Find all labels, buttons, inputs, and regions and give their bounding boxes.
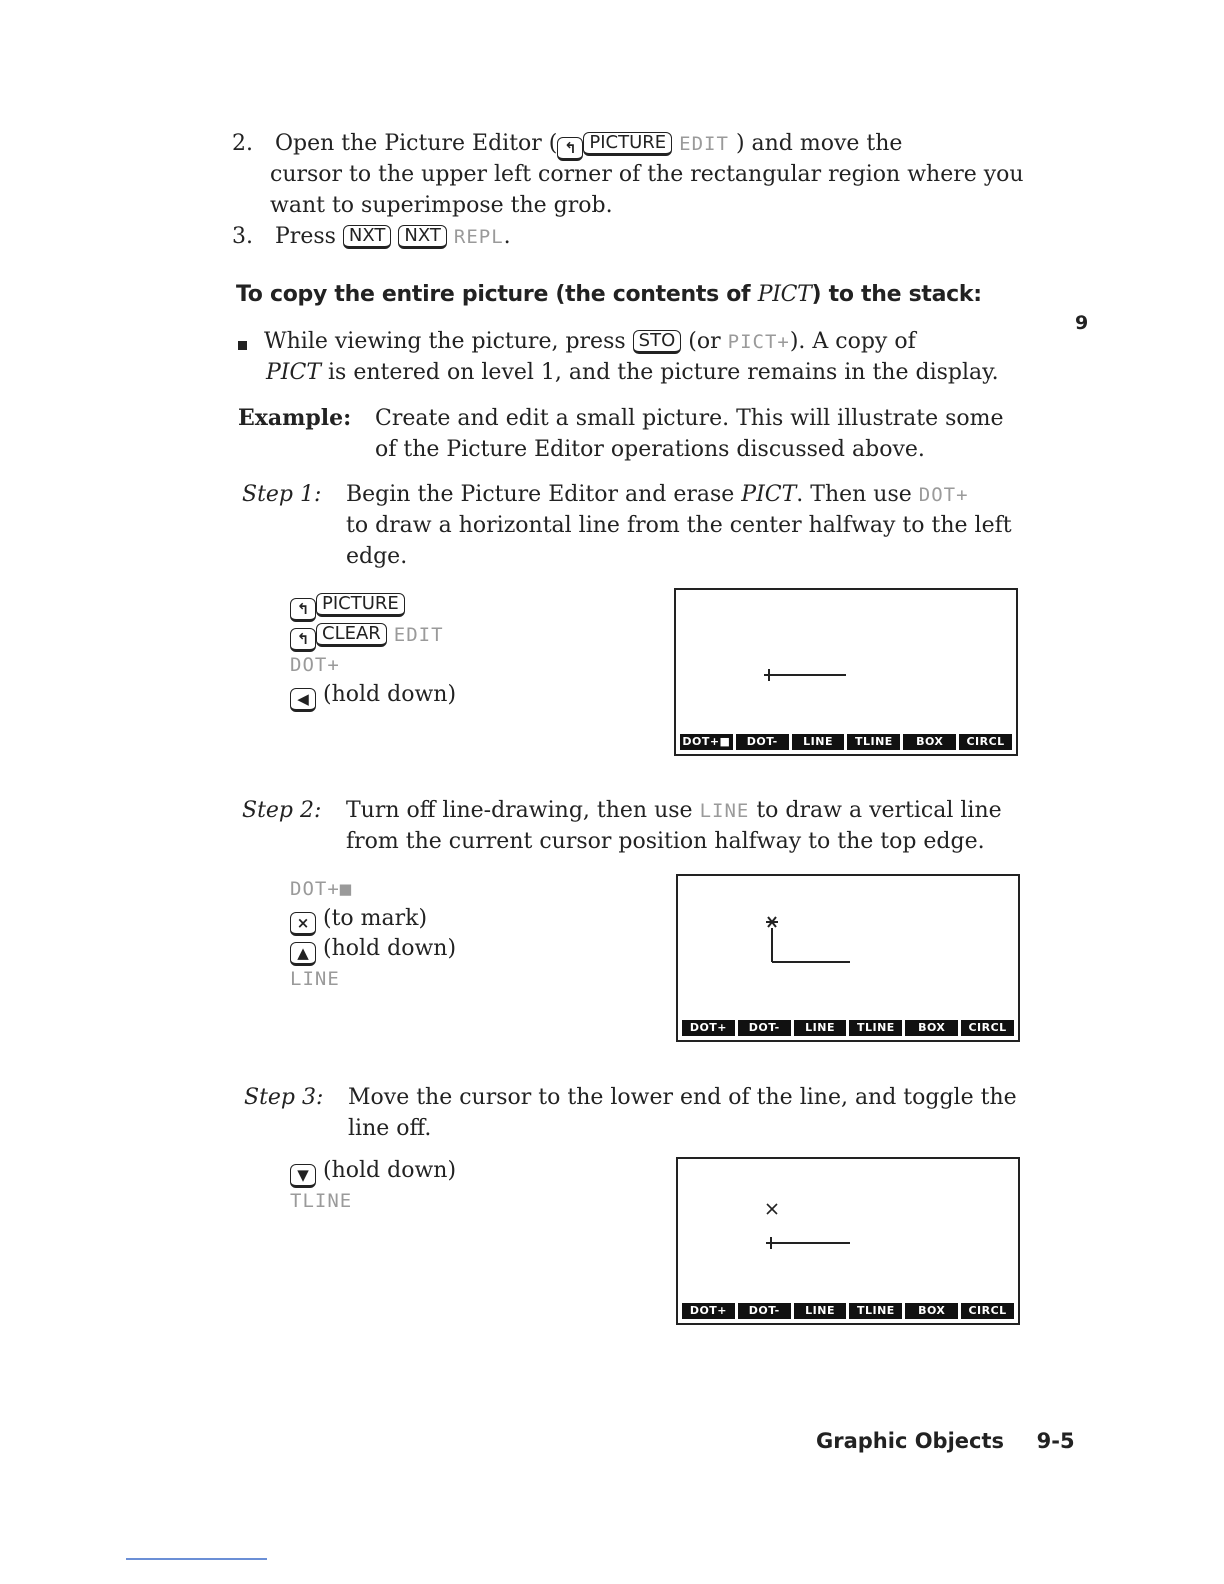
nxt-key[interactable]: NXT (343, 225, 391, 249)
softkey[interactable]: TLINE (849, 1020, 902, 1036)
dot-plus-menu-key[interactable]: DOT+ (918, 484, 969, 506)
screen-2-softkeys (682, 1020, 1014, 1036)
clear-key[interactable]: CLEAR (316, 623, 387, 647)
item-2-line1: 2. Open the Picture Editor ( ↰ PICTURE EDIT ) and move the (232, 128, 902, 161)
screen-3-graphic (678, 1159, 1018, 1299)
bullet-icon (238, 341, 247, 350)
softkey[interactable]: BOX (903, 734, 956, 750)
bullet-line1: While viewing the picture, press STO (or PICT+). A copy of (264, 329, 916, 354)
item-2-line3: want to superimpose the grob. (270, 193, 613, 218)
calculator-screen-2 (676, 874, 1020, 1042)
step-2-keys-row1 (290, 873, 352, 905)
left-shift-key-icon[interactable]: ↰ (290, 628, 316, 652)
calculator-screen-3 (676, 1157, 1020, 1325)
step-1-keys-row3 (290, 649, 340, 681)
page-footer (816, 1429, 1075, 1453)
softkey[interactable]: DOT+ (682, 1303, 735, 1319)
divider (126, 1558, 267, 1560)
step-2-keys-row3: ▲ (hold down) (290, 933, 456, 966)
edit-menu-key[interactable]: EDIT (393, 624, 444, 646)
bullet-line2: PICT is entered on level 1, and the picture remains in the display. (266, 360, 999, 385)
sto-key[interactable]: STO (633, 330, 682, 354)
dot-plus-toggle-menu-key[interactable]: DOT+■ (290, 878, 353, 900)
pict-menu-key[interactable]: PICT+ (727, 331, 790, 353)
nxt-key-2[interactable]: NXT (398, 225, 446, 249)
example-label: Example: (238, 405, 352, 431)
step-1-line3: edge. (346, 544, 408, 569)
left-arrow-key-icon[interactable]: ◀ (290, 688, 316, 712)
step-2-keys-row4 (290, 963, 340, 995)
step-2-label: Step 2: (242, 798, 322, 823)
repl-menu-key[interactable]: REPL (453, 226, 504, 248)
screen-2-graphic (678, 876, 1018, 1016)
softkey[interactable]: CIRCL (961, 1020, 1014, 1036)
step-3-label: Step 3: (244, 1085, 324, 1110)
left-shift-key-icon[interactable]: ↰ (557, 137, 583, 161)
step-1-keys-row1 (290, 589, 405, 622)
softkey[interactable]: BOX (905, 1303, 958, 1319)
softkey[interactable]: TLINE (847, 734, 900, 750)
step-3-line2: line off. (348, 1116, 432, 1141)
step-2-keys-row2: × (to mark) (290, 903, 427, 936)
softkey[interactable]: DOT+ (682, 1020, 735, 1036)
picture-key[interactable]: PICTURE (583, 132, 672, 156)
example-line1: Create and edit a small picture. This will illustrate some (375, 406, 1004, 431)
picture-key[interactable]: PICTURE (316, 593, 405, 617)
up-arrow-key-icon[interactable]: ▲ (290, 942, 316, 966)
tline-menu-key[interactable]: TLINE (290, 1190, 353, 1212)
step-1-line2: to draw a horizontal line from the center halfway to the left (346, 513, 1012, 538)
softkey[interactable]: BOX (905, 1020, 958, 1036)
footer-section: Graphic Objects (816, 1429, 1005, 1453)
screen-1-graphic (676, 590, 1016, 730)
step-2-line1: Turn off line-drawing, then use LINE to draw a vertical line (346, 798, 1002, 823)
softkey[interactable]: TLINE (849, 1303, 902, 1319)
footer-page-number: 9-5 (1036, 1429, 1075, 1453)
softkey[interactable]: DOT- (736, 734, 789, 750)
softkey[interactable]: DOT+■ (680, 734, 733, 750)
example-line2: of the Picture Editor operations discussed above. (375, 437, 925, 462)
item-3-line: 3. Press NXT NXT REPL. (232, 224, 511, 249)
step-1-keys-row4: ◀ (hold down) (290, 679, 456, 712)
softkey[interactable]: DOT- (738, 1303, 791, 1319)
chapter-tab: 9 (1075, 312, 1089, 334)
line-menu-key[interactable]: LINE (699, 800, 750, 822)
step-1-keys-row2 (290, 619, 444, 652)
step-3-line1: Move the cursor to the lower end of the line, and toggle the (348, 1085, 1017, 1110)
screen-3-softkeys (682, 1303, 1014, 1319)
softkey[interactable]: LINE (794, 1020, 847, 1036)
softkey[interactable]: DOT- (738, 1020, 791, 1036)
softkey[interactable]: CIRCL (961, 1303, 1014, 1319)
screen-1-softkeys (680, 734, 1012, 750)
dot-plus-menu-key[interactable]: DOT+ (290, 654, 340, 676)
edit-menu-key[interactable]: EDIT (679, 133, 729, 155)
line-menu-key[interactable]: LINE (290, 968, 340, 990)
softkey[interactable]: CIRCL (959, 734, 1012, 750)
step-3-keys-row2 (290, 1185, 352, 1217)
step-1-label: Step 1: (242, 482, 322, 507)
softkey[interactable]: LINE (794, 1303, 847, 1319)
left-shift-key-icon[interactable]: ↰ (290, 598, 316, 622)
down-arrow-key-icon[interactable]: ▼ (290, 1164, 316, 1188)
item-2-line2: cursor to the upper left corner of the rectangular region where you (270, 162, 1024, 187)
section-heading: To copy the entire picture (the contents of PICT) to the stack: (236, 282, 982, 307)
softkey[interactable]: LINE (792, 734, 845, 750)
step-1-line1: Begin the Picture Editor and erase PICT. Then use DOT+ (346, 482, 969, 507)
step-3-keys-row1: ▼ (hold down) (290, 1155, 456, 1188)
step-2-line2: from the current cursor position halfway to the top edge. (346, 829, 985, 854)
multiply-key-icon[interactable]: × (290, 912, 316, 936)
calculator-screen-1 (674, 588, 1018, 756)
